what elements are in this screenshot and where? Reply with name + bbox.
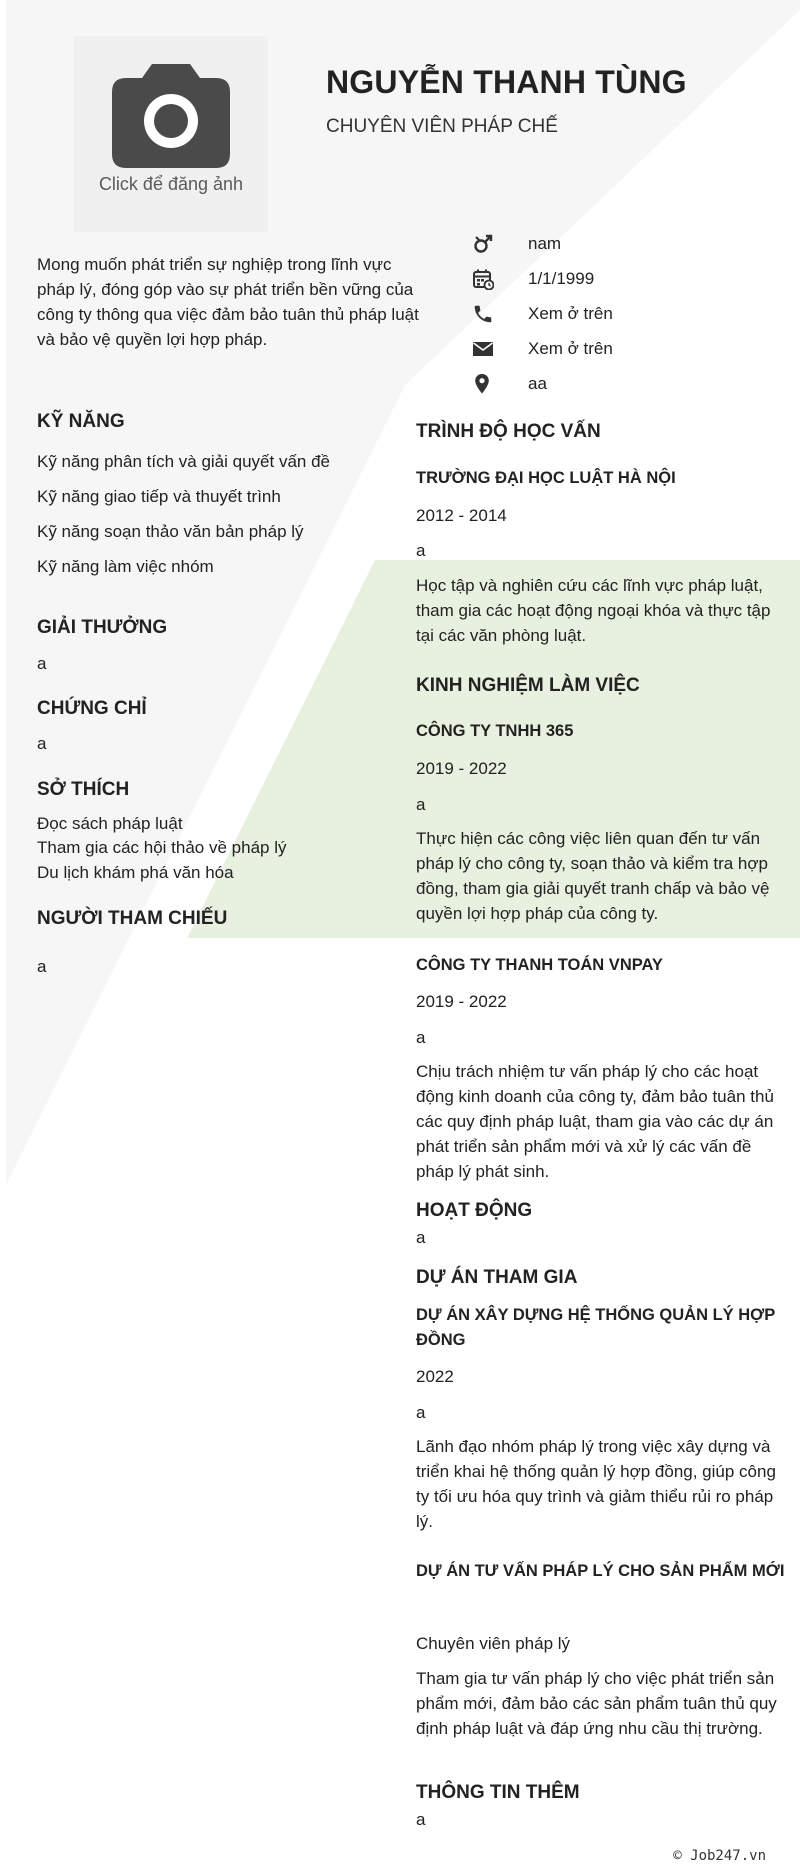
location-icon	[472, 373, 498, 395]
education-major: a	[416, 541, 426, 560]
camera-icon	[112, 64, 230, 168]
contact-birthday-value: 1/1/1999	[528, 269, 595, 288]
references-heading: NGƯỜI THAM CHIẾU	[37, 908, 228, 929]
experience-heading: KINH NGHIỆM LÀM VIỆC	[416, 675, 640, 696]
job-company: CÔNG TY TNHH 365	[416, 722, 574, 740]
project-description: Lãnh đạo nhóm pháp lý trong việc xây dựng và triển khai hệ thống quản lý hợp đồng, giúp công ty tối ưu hóa quy trình và giảm thiểu rủi ro pháp lý.	[416, 1437, 776, 1531]
hobbies-heading: SỞ THÍCH	[37, 779, 130, 800]
awards-value: a	[37, 654, 47, 673]
contact-email	[472, 337, 613, 361]
contact-email-value: Xem ở trên	[528, 339, 613, 358]
hobby-item: Đọc sách pháp luật	[37, 814, 183, 833]
watermark: © Job247.vn	[673, 1848, 766, 1864]
references-value: a	[37, 957, 47, 976]
certificates-heading: CHỨNG CHỈ	[37, 698, 147, 719]
phone-icon	[472, 303, 498, 325]
additional-info-value: a	[416, 1810, 426, 1829]
hobby-item: Du lịch khám phá văn hóa	[37, 863, 234, 882]
job-company: CÔNG TY THANH TOÁN VNPAY	[416, 956, 663, 974]
project-period: 2022	[416, 1367, 454, 1386]
contact-address	[472, 372, 547, 396]
contact-phone-value: Xem ở trên	[528, 304, 613, 323]
education-period: 2012 - 2014	[416, 506, 507, 525]
projects-heading: DỰ ÁN THAM GIA	[416, 1267, 578, 1288]
job-period: 2019 - 2022	[416, 759, 507, 778]
skills-heading: KỸ NĂNG	[37, 411, 125, 432]
skill-item: Kỹ năng làm việc nhóm	[37, 557, 214, 576]
photo-upload-label: Click để đăng ảnh	[98, 174, 244, 194]
project-role: Chuyên viên pháp lý	[416, 1634, 571, 1653]
job-title: CHUYÊN VIÊN PHÁP CHẾ	[326, 116, 558, 137]
project-name: DỰ ÁN TƯ VẤN PHÁP LÝ CHO SẢN PHẨM MỚI	[416, 1562, 785, 1580]
project-role: a	[416, 1403, 426, 1422]
awards-heading: GIẢI THƯỞNG	[37, 617, 168, 638]
job-description: Chịu trách nhiệm tư vấn pháp lý cho các hoạt động kinh doanh của công ty, đảm bảo tuân thủ các quy định pháp luật, tham gia vào các dự án phát triển sản phẩm mới và xử lý các vấn đề pháp lý phát sinh.	[416, 1062, 774, 1181]
contact-gender-value: nam	[528, 234, 562, 253]
hobby-item: Tham gia các hội thảo về pháp lý	[37, 838, 287, 857]
project-name: DỰ ÁN XÂY DỰNG HỆ THỐNG QUẢN LÝ HỢP ĐỒNG	[416, 1306, 775, 1349]
education-school: TRƯỜNG ĐẠI HỌC LUẬT HÀ NỘI	[416, 469, 676, 487]
activities-heading: HOẠT ĐỘNG	[416, 1200, 533, 1221]
photo-upload[interactable]	[74, 36, 268, 232]
certificates-value: a	[37, 734, 47, 753]
education-heading: TRÌNH ĐỘ HỌC VẤN	[416, 421, 601, 442]
activities-value: a	[416, 1228, 426, 1247]
candidate-name: NGUYỄN THANH TÙNG	[326, 64, 687, 100]
job-position: a	[416, 1028, 426, 1047]
contact-address-value: aa	[528, 374, 547, 393]
contact-gender	[472, 232, 561, 256]
career-objective: Mong muốn phát triển sự nghiệp trong lĩnh vực pháp lý, đóng góp vào sự phát triển bền vững của công ty thông qua việc đảm bảo tuân thủ pháp luật và bảo vệ quyền lợi hợp pháp.	[37, 255, 419, 349]
email-icon	[472, 338, 498, 360]
calendar-icon	[472, 268, 498, 290]
job-description: Thực hiện các công việc liên quan đến tư vấn pháp lý cho công ty, soạn thảo và kiểm tra hợp đồng, tham gia giải quyết tranh chấp và bảo vệ quyền lợi hợp pháp của công ty.	[416, 829, 770, 923]
additional-info-heading: THÔNG TIN THÊM	[416, 1782, 580, 1803]
project-description: Tham gia tư vấn pháp lý cho việc phát triển sản phẩm mới, đảm bảo các sản phẩm tuân thủ quy định pháp luật và đáp ứng nhu cầu thị trường.	[416, 1669, 777, 1738]
education-description: Học tập và nghiên cứu các lĩnh vực pháp luật, tham gia các hoạt động ngoại khóa và thực tập tại các văn phòng luật.	[416, 576, 771, 645]
contact-phone	[472, 302, 613, 326]
job-position: a	[416, 795, 426, 814]
skill-item: Kỹ năng giao tiếp và thuyết trình	[37, 487, 281, 506]
contact-birthday	[472, 267, 594, 291]
skill-item: Kỹ năng soạn thảo văn bản pháp lý	[37, 522, 304, 541]
gender-icon	[472, 233, 498, 255]
skill-item: Kỹ năng phân tích và giải quyết vấn đề	[37, 452, 330, 471]
job-period: 2019 - 2022	[416, 992, 507, 1011]
